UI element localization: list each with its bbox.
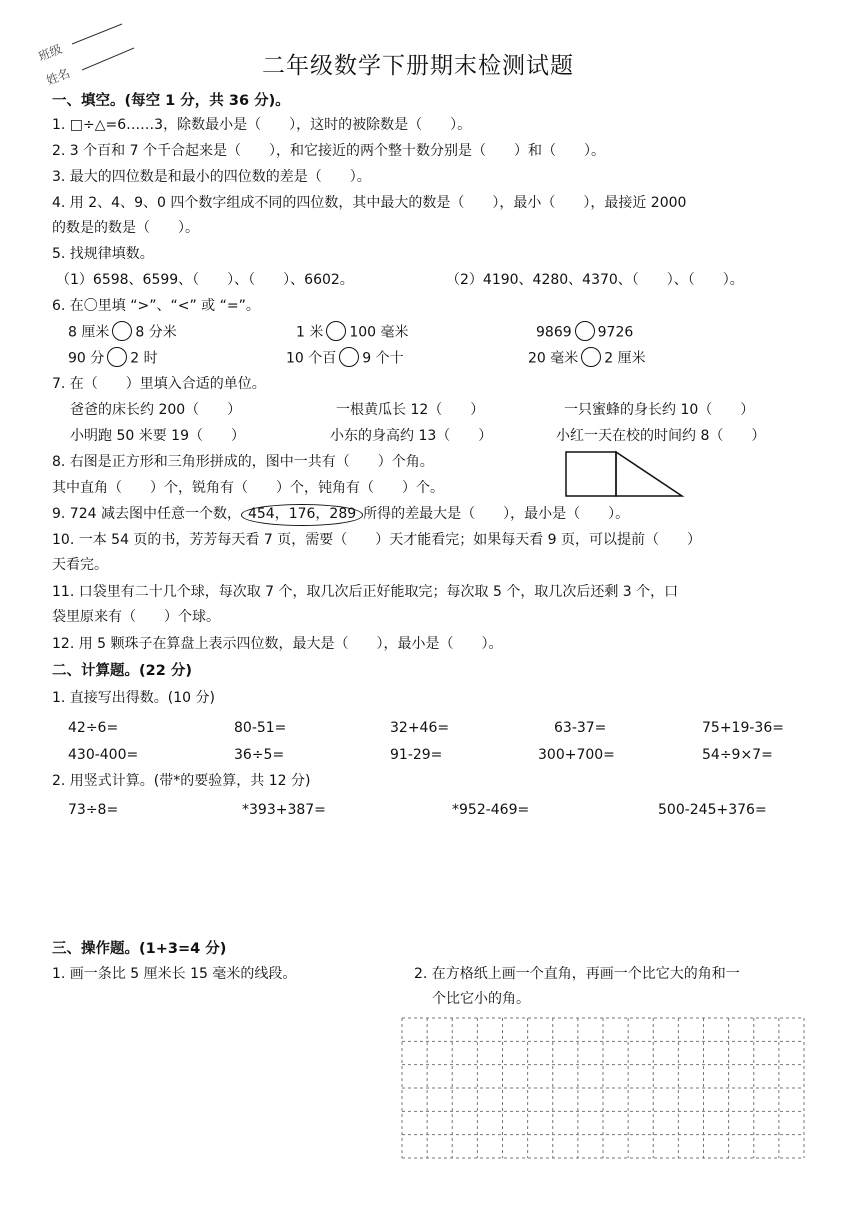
section3-heading: 三、操作题。(1+3=4 分): [52, 941, 227, 957]
question-11-line2: 袋里原来有（ ）个球。: [52, 609, 220, 625]
question-10-line1: 10. 一本 54 页的书，芳芳每天看 7 页，需要（ ）天才能看完；如果每天看 9 页，可以提前（ ）: [52, 532, 702, 548]
calc-part2: 2. 用竖式计算。(带*的要验算，共 12 分): [52, 773, 311, 789]
question-8-line2: 其中直角（ ）个，锐角有（ ）个，钝角有（ ）个。: [52, 480, 444, 496]
question-4-line2: 的数是的数是（ ）。: [52, 220, 199, 236]
class-label: 班级: [36, 41, 64, 64]
compare-item: 20 毫米 2 厘米: [528, 350, 646, 368]
compare-circle[interactable]: [581, 347, 601, 367]
circled-numbers: 454，176，289: [241, 504, 363, 526]
question-7: 7. 在（ ）里填入合适的单位。: [52, 376, 266, 392]
calc-item: 42÷6=: [68, 720, 119, 736]
question-1: 1. □÷△=6……3，除数最小是（ ），这时的被除数是（ ）。: [52, 117, 472, 133]
question-5: 5. 找规律填数。: [52, 246, 154, 262]
section1-heading: 一、填空。(每空 1 分，共 36 分)。: [52, 93, 290, 109]
question-11-line1: 11. 口袋里有二十几个球，每次取 7 个，取几次后正好能取完；每次取 5 个，取几次后还剩 3 个，口: [52, 584, 679, 600]
square-triangle-figure: [564, 450, 686, 498]
calc-item: 430-400=: [68, 747, 139, 763]
question-4-line1: 4. 用 2、4、9、0 四个数字组成不同的四位数，其中最大的数是（ ），最小（ ），最接近 2000: [52, 195, 687, 211]
compare-circle[interactable]: [575, 321, 595, 341]
calc-item: 54÷9×7=: [702, 747, 773, 763]
operation-2-line1: 2. 在方格纸上画一个直角，再画一个比它大的角和一: [414, 966, 740, 982]
calc-item: 300+700=: [538, 747, 615, 763]
page-title: 二年级数学下册期末检测试题: [262, 53, 574, 79]
question-6: 6. 在〇里填 “>”、“<” 或 “=”。: [52, 298, 260, 314]
dotted-grid-paper[interactable]: [400, 1016, 806, 1160]
compare-item: 8 厘米 8 分米: [68, 324, 177, 342]
question-10-line2: 天看完。: [52, 557, 108, 573]
compare-circle[interactable]: [339, 347, 359, 367]
unit-item: 小红一天在校的时间约 8（ ）: [556, 428, 766, 444]
question-2: 2. 3 个百和 7 个千合起来是（ ），和它接近的两个整十数分别是（ ）和（ ）。: [52, 143, 605, 159]
question-5-part2: （2）4190、4280、4370、（ ）、（ ）。: [446, 272, 744, 288]
operation-1: 1. 画一条比 5 厘米长 15 毫米的线段。: [52, 966, 297, 982]
section2-heading: 二、计算题。(22 分): [52, 663, 192, 679]
vertical-calc-item: 73÷8=: [68, 802, 119, 818]
operation-2-line2: 个比它小的角。: [432, 991, 530, 1007]
unit-item: 爸爸的床长约 200（ ）: [70, 402, 242, 418]
vertical-calc-item: *952-469=: [452, 802, 530, 818]
compare-item: 1 米 100 毫米: [296, 324, 409, 342]
question-9: 9. 724 减去图中任意一个数， 454，176，289 所得的差最大是（ ），最小是（ ）。: [52, 506, 629, 524]
compare-circle[interactable]: [326, 321, 346, 341]
calc-item: 91-29=: [390, 747, 443, 763]
compare-item: 90 分 2 时: [68, 350, 158, 368]
compare-item: 9869 9726: [536, 324, 633, 342]
calc-item: 36÷5=: [234, 747, 285, 763]
unit-item: 小明跑 50 米要 19（ ）: [70, 428, 245, 444]
compare-item: 10 个百 9 个十: [286, 350, 404, 368]
unit-item: 小东的身高约 13（ ）: [330, 428, 493, 444]
calc-item: 63-37=: [554, 720, 607, 736]
name-label: 姓名: [44, 65, 72, 88]
question-5-part1: （1）6598、6599、（ ）、（ ）、6602。: [56, 272, 354, 288]
calc-part1: 1. 直接写出得数。(10 分): [52, 690, 215, 706]
calc-item: 32+46=: [390, 720, 450, 736]
vertical-calc-item: *393+387=: [242, 802, 326, 818]
unit-item: 一根黄瓜长 12（ ）: [336, 402, 485, 418]
question-12: 12. 用 5 颗珠子在算盘上表示四位数，最大是（ ），最小是（ ）。: [52, 636, 503, 652]
calc-item: 75+19-36=: [702, 720, 784, 736]
calc-item: 80-51=: [234, 720, 287, 736]
question-3: 3. 最大的四位数是和最小的四位数的差是（ ）。: [52, 169, 371, 185]
question-8-line1: 8. 右图是正方形和三角形拼成的，图中一共有（ ）个角。: [52, 454, 434, 470]
vertical-calc-item: 500-245+376=: [658, 802, 767, 818]
unit-item: 一只蜜蜂的身长约 10（ ）: [564, 402, 755, 418]
compare-circle[interactable]: [107, 347, 127, 367]
compare-circle[interactable]: [112, 321, 132, 341]
